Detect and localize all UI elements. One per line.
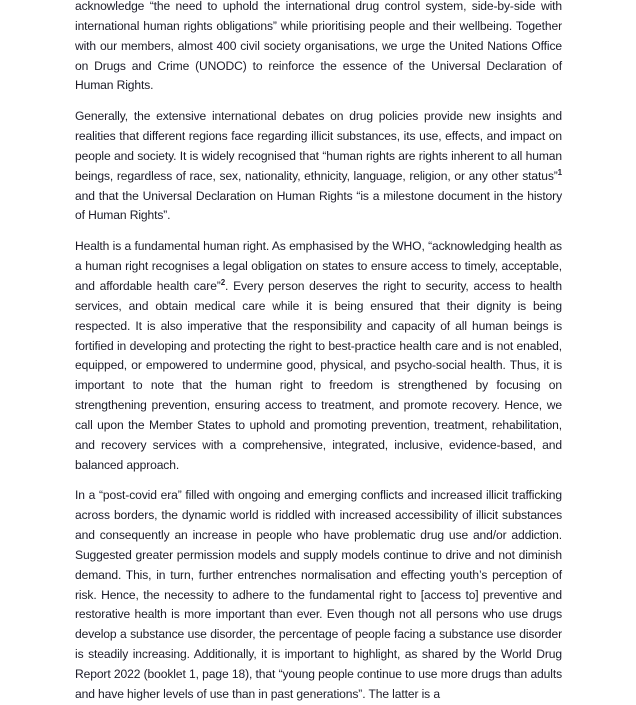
paragraph-text: Generally, the extensive international debates on drug policies provide new insights and realities that different regions face regarding illicit substances, its use, effects, and impact on people and society. It is widely recognised that “human rights are rights inherent to all human beings, regardless of race, sex, nationality, ethnicity, language, religion, or any other status”	[75, 109, 562, 183]
footnote-marker[interactable]: 1	[557, 167, 562, 177]
paragraph-text: In a “post-covid era” filled with ongoing and emerging conflicts and increased illicit trafficking across borders, the dynamic world is riddled with increased accessibility of illicit substances and consequently an increase in people who have problematic drug use and/or addiction. Suggested greater permission models and supply models continue to drive and not diminish demand. This, in turn, further entrenches normalisation and effecting youth’s perception of risk. Hence, the necessity to adhere to the fundamental right to [access to] preventive and restorative health is more important than ever. Even though not all persons who use drugs develop a substance use disorder, the percentage of people facing a substance use disorder is steadily increasing. Additionally, it is important to highlight, as shared by the World Drug Report 2022 (booklet 1, page 18), that “young people continue to use more drugs than adults and have higher levels of use than in past generations”. The latter is a	[75, 488, 562, 701]
footnote-marker[interactable]: 2	[220, 277, 226, 287]
paragraph-text: and that the Universal Declaration on Human Rights “is a milestone document in the history of Human Rights”.	[75, 188, 562, 223]
para-unodc-appeal	[75, 0, 562, 96]
para-post-covid-era	[75, 486, 562, 704]
document-body	[75, 0, 562, 705]
para-international-debates	[75, 107, 562, 226]
paragraph-text: Health is a fundamental human right. As emphasised by the WHO, “acknowledging health as a human right recognises a legal obligation on states to ensure access to timely, acceptable, and affordable health care”	[75, 239, 562, 293]
para-health-fundamental-right	[75, 237, 562, 475]
paragraph-text: . Every person deserves the right to security, access to health services, and obtain medical care while it is being ensured that their dignity is being respected. It is also imperative that the responsibility and capacity of all human beings is fortified in developing and protecting the right to best-practice health care and is not enabled, equipped, or empowered to undermine good, physical, and psycho-social health. Thus, it is important to note that the human right to freedom is strengthened by focusing on strengthening prevention, ensuring access to treatment, and promote recovery. Hence, we call upon the Member States to uphold and promoting prevention, treatment, rehabilitation, and recovery services with a comprehensive, integrated, inclusive, evidence-based, and balanced approach.	[75, 278, 563, 472]
paragraph-text: acknowledge “the need to uphold the international drug control system, side-by-side with international human rights obligations” while prioritising people and their wellbeing. Together with our members, almost 400 civil society organisations, we urge the United Nations Office on Drugs and Crime (UNODC) to reinforce the essence of the Universal Declaration of Human Rights.	[75, 0, 562, 93]
